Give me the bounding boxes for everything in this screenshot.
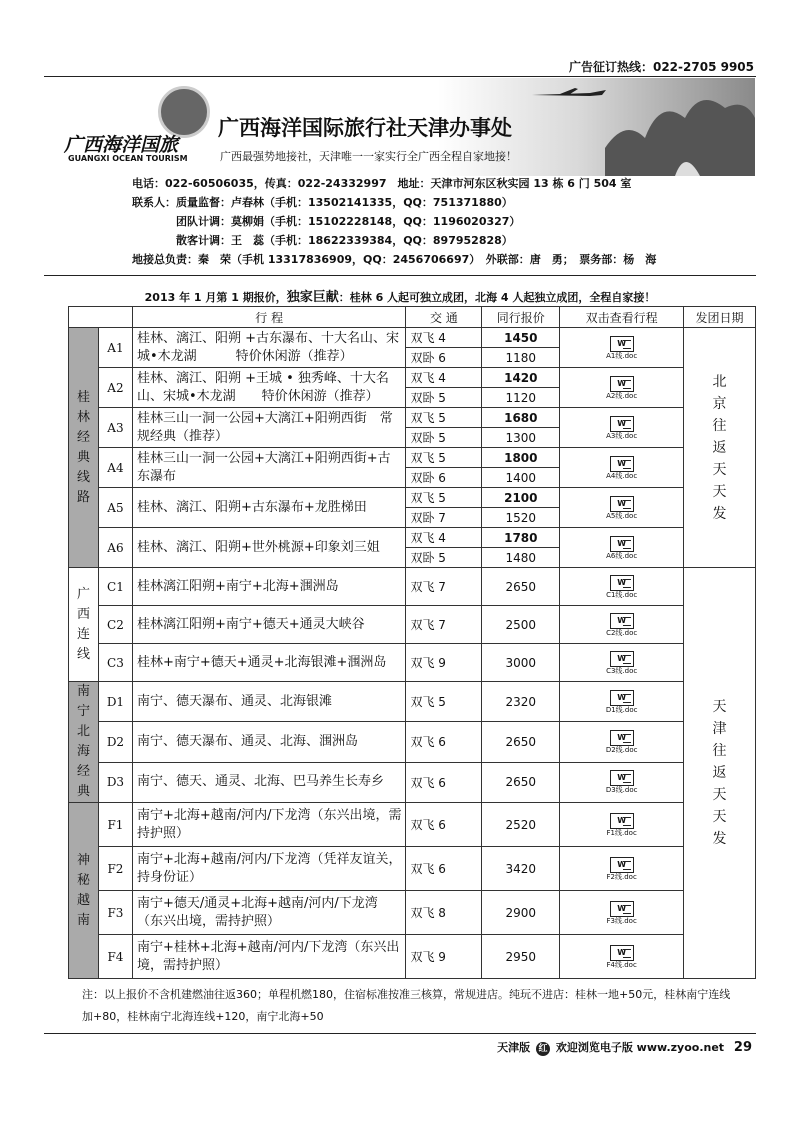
route-code: C2 <box>98 606 132 644</box>
itinerary-doc-link[interactable] <box>560 488 684 528</box>
route-description: 南宁+北海+越南/河内/下龙湾（东兴出境，需持护照） <box>132 803 406 847</box>
doc-filename[interactable]: C1线.doc <box>606 590 638 599</box>
offer-headline: 2013 年 1 月第 1 期报价，独家巨献：桂林 6 人起可独立成团，北海 4 人起独立成团，全程自家接！ <box>144 290 656 305</box>
table-row <box>69 328 756 348</box>
transport: 双卧 5 <box>406 388 482 408</box>
doc-filename[interactable]: A1线.doc <box>606 351 638 360</box>
route-code: F1 <box>98 803 132 847</box>
itinerary-doc-link[interactable] <box>560 803 684 847</box>
doc-filename[interactable]: F1线.doc <box>606 828 637 837</box>
contact-line: 电话：022-60506035，传真：022-24332997 地址：天津市河东区秋实园 13 栋 6 门 504 室 <box>132 177 632 190</box>
doc-filename[interactable]: A2线.doc <box>606 391 638 400</box>
route-description: 桂林漓江阳朔+南宁+德天+通灵大峡谷 <box>132 606 406 644</box>
itinerary-doc-link[interactable] <box>560 891 684 935</box>
table-row <box>69 891 756 935</box>
route-description: 桂林、漓江、阳朔+世外桃源+印象刘三姐 <box>132 528 406 568</box>
section-divider <box>44 275 756 276</box>
table-row <box>69 722 756 762</box>
price: 2100 <box>482 488 560 508</box>
itinerary-doc-link[interactable] <box>560 722 684 762</box>
price: 2320 <box>482 682 560 722</box>
bottom-divider <box>44 1033 756 1034</box>
route-group-label: 南 宁 北 海 经 典 <box>69 682 99 803</box>
itinerary-doc-link[interactable] <box>560 368 684 408</box>
route-code: A1 <box>98 328 132 368</box>
route-code: D2 <box>98 722 132 762</box>
col-header-itinerary: 双击查看行程 <box>560 307 684 328</box>
word-doc-icon[interactable]: W <box>610 651 634 667</box>
page-number: 29 <box>733 1040 752 1055</box>
route-code: D3 <box>98 762 132 802</box>
doc-filename[interactable]: C3线.doc <box>606 666 638 675</box>
route-description: 南宁、德天瀑布、通灵、北海、涠洲岛 <box>132 722 406 762</box>
edition-label: 天津版 <box>497 1041 531 1054</box>
table-row <box>69 568 756 606</box>
transport: 双飞 6 <box>406 803 482 847</box>
price: 3420 <box>482 847 560 891</box>
col-header-departure: 发团日期 <box>684 307 756 328</box>
doc-filename[interactable]: F3线.doc <box>606 916 637 925</box>
price: 2650 <box>482 762 560 802</box>
transport: 双飞 5 <box>406 682 482 722</box>
price: 1680 <box>482 408 560 428</box>
col-header-price: 同行报价 <box>482 307 560 328</box>
contact-line: 散客计调：王 蕊（手机：18622339384，QQ：897952828） <box>132 234 513 247</box>
word-doc-icon[interactable]: W <box>610 813 634 829</box>
table-header-row <box>69 307 756 328</box>
itinerary-doc-link[interactable] <box>560 762 684 802</box>
route-code: A6 <box>98 528 132 568</box>
doc-filename[interactable]: D3线.doc <box>605 786 638 795</box>
doc-filename[interactable]: A3线.doc <box>606 431 638 440</box>
route-description: 南宁+桂林+北海+越南/河内/下龙湾（东兴出境，需持护照） <box>132 935 406 979</box>
contact-line: 团队计调：莫柳娟（手机：15102228148，QQ：1196020327） <box>132 215 521 228</box>
transport: 双飞 7 <box>406 606 482 644</box>
footer-text: 欢迎浏览电子版 www.zyoo.net <box>555 1041 725 1054</box>
table-row <box>69 528 756 548</box>
transport: 双飞 4 <box>406 328 482 348</box>
price: 1520 <box>482 508 560 528</box>
price: 1480 <box>482 548 560 568</box>
price: 1800 <box>482 448 560 468</box>
price: 1180 <box>482 348 560 368</box>
route-description: 桂林三山一洞一公园+大漓江+阳朔西街 常规经典（推荐） <box>132 408 406 448</box>
transport: 双卧 5 <box>406 548 482 568</box>
route-description: 南宁、德天、通灵、北海、巴马养生长寿乡 <box>132 762 406 802</box>
logo-english-text: GUANGXI OCEAN TOURISM <box>68 154 188 163</box>
table-row <box>69 488 756 508</box>
word-doc-icon[interactable]: W <box>610 456 634 472</box>
itinerary-doc-link[interactable] <box>560 682 684 722</box>
doc-filename[interactable]: C2线.doc <box>606 628 638 637</box>
logo-chinese-text: 广西海洋国旅 <box>64 134 179 156</box>
route-description: 南宁+北海+越南/河内/下龙湾（凭祥友谊关，持身份证） <box>132 847 406 891</box>
itinerary-doc-link[interactable] <box>560 328 684 368</box>
transport: 双飞 4 <box>406 528 482 548</box>
transport: 双飞 9 <box>406 935 482 979</box>
word-doc-icon[interactable]: W <box>610 416 634 432</box>
airplane-icon <box>530 88 610 100</box>
company-slogan: 广西最强势地接社，天津唯一一家实行全广西全程自家地接！ <box>220 150 517 163</box>
price: 2650 <box>482 722 560 762</box>
route-code: F4 <box>98 935 132 979</box>
company-title: 广西海洋国际旅行社天津办事处 <box>218 116 512 140</box>
doc-filename[interactable]: A6线.doc <box>606 551 638 560</box>
itinerary-doc-link[interactable] <box>560 528 684 568</box>
route-code: A5 <box>98 488 132 528</box>
doc-filename[interactable]: F2线.doc <box>606 872 637 881</box>
ad-hotline: 广告征订热线：022-2705 9905 <box>568 60 754 74</box>
route-code: A3 <box>98 408 132 448</box>
route-code: A4 <box>98 448 132 488</box>
departure-info: 北 京 往 返 天 天 发 <box>684 328 756 568</box>
route-description: 桂林+南宁+德天+通灵+北海银滩+涠洲岛 <box>132 644 406 682</box>
route-description: 桂林、漓江、阳朔 +古东瀑布、十大名山、宋城•木龙湖 特价休闲游（推荐） <box>132 328 406 368</box>
top-divider <box>44 76 756 77</box>
price: 1400 <box>482 468 560 488</box>
route-code: A2 <box>98 368 132 408</box>
word-doc-icon[interactable]: W <box>610 376 634 392</box>
transport: 双卧 5 <box>406 428 482 448</box>
itinerary-doc-link[interactable] <box>560 935 684 979</box>
page-footer <box>497 1039 752 1056</box>
doc-filename[interactable]: F4线.doc <box>606 960 637 969</box>
table-row <box>69 682 756 722</box>
word-doc-icon[interactable]: W <box>610 857 634 873</box>
route-description: 桂林三山一洞一公园+大漓江+阳朔西街+古东瀑布 <box>132 448 406 488</box>
contact-line: 联系人：质量监督：卢春林（手机：13502141335，QQ：751371880） <box>132 196 513 209</box>
transport: 双飞 4 <box>406 368 482 388</box>
price: 1450 <box>482 328 560 348</box>
price-note: 注：以上报价不含机建燃油往返360；单程机燃180，住宿标准按准三核算，常规进店。纯玩不进店：桂林一地+50元，桂林南宁连线加+80，桂林南宁北海连线+120，南宁北海+50 <box>82 988 731 1023</box>
transport: 双飞 5 <box>406 448 482 468</box>
karst-hills-image <box>605 88 755 176</box>
word-doc-icon[interactable]: W <box>610 575 634 591</box>
header-banner <box>50 78 755 176</box>
price-table <box>68 306 756 979</box>
itinerary-doc-link[interactable] <box>560 606 684 644</box>
transport: 双卧 6 <box>406 468 482 488</box>
transport: 双卧 6 <box>406 348 482 368</box>
word-doc-icon[interactable]: W <box>610 770 634 786</box>
doc-filename[interactable]: A5线.doc <box>606 511 638 520</box>
price: 1300 <box>482 428 560 448</box>
table-row <box>69 935 756 979</box>
route-group-label: 桂 林 经 典 线 路 <box>69 328 99 568</box>
route-code: D1 <box>98 682 132 722</box>
table-row <box>69 762 756 802</box>
route-code: F2 <box>98 847 132 891</box>
doc-filename[interactable]: A4线.doc <box>606 471 638 480</box>
transport: 双飞 6 <box>406 762 482 802</box>
price: 2520 <box>482 803 560 847</box>
price: 2950 <box>482 935 560 979</box>
edition-badge: 红 <box>536 1042 550 1056</box>
itinerary-doc-link[interactable] <box>560 448 684 488</box>
col-header-transport: 交 通 <box>406 307 482 328</box>
route-description: 南宁、德天瀑布、通灵、北海银滩 <box>132 682 406 722</box>
departure-info: 天 津 往 返 天 天 发 <box>684 568 756 979</box>
route-description: 南宁+德天/通灵+北海+越南/河内/下龙湾（东兴出境，需持护照） <box>132 891 406 935</box>
transport: 双飞 8 <box>406 891 482 935</box>
price: 1780 <box>482 528 560 548</box>
table-row <box>69 448 756 468</box>
route-code: C3 <box>98 644 132 682</box>
word-doc-icon[interactable]: W <box>610 496 634 512</box>
itinerary-doc-link[interactable] <box>560 408 684 448</box>
route-description: 桂林漓江阳朔+南宁+北海+涠洲岛 <box>132 568 406 606</box>
transport: 双飞 6 <box>406 847 482 891</box>
itinerary-doc-link[interactable] <box>560 644 684 682</box>
table-row <box>69 408 756 428</box>
transport: 双卧 7 <box>406 508 482 528</box>
transport: 双飞 9 <box>406 644 482 682</box>
doc-filename[interactable]: D2线.doc <box>605 745 638 754</box>
route-description: 桂林、漓江、阳朔+古东瀑布+龙胜梯田 <box>132 488 406 528</box>
doc-filename[interactable]: D1线.doc <box>605 705 638 714</box>
price: 1420 <box>482 368 560 388</box>
transport: 双飞 5 <box>406 488 482 508</box>
table-row <box>69 606 756 644</box>
contact-info <box>132 174 656 269</box>
route-group-label: 广 西 连 线 <box>69 568 99 682</box>
word-doc-icon[interactable]: W <box>610 690 634 706</box>
word-doc-icon[interactable]: W <box>610 730 634 746</box>
price: 3000 <box>482 644 560 682</box>
col-header-route: 行 程 <box>132 307 406 328</box>
transport: 双飞 5 <box>406 408 482 428</box>
table-row <box>69 644 756 682</box>
table-row <box>69 803 756 847</box>
price: 2650 <box>482 568 560 606</box>
word-doc-icon[interactable]: W <box>610 536 634 552</box>
contact-line: 地接总负责：秦 荣（手机 13317836909，QQ：2456706697） 外联部：唐 勇； 票务部：杨 海 <box>132 253 657 266</box>
transport: 双飞 6 <box>406 722 482 762</box>
route-code: F3 <box>98 891 132 935</box>
table-row <box>69 368 756 388</box>
route-code: C1 <box>98 568 132 606</box>
table-row <box>69 847 756 891</box>
word-doc-icon[interactable]: W <box>610 901 634 917</box>
price: 1120 <box>482 388 560 408</box>
route-group-label: 神 秘 越 南 <box>69 803 99 979</box>
itinerary-doc-link[interactable] <box>560 568 684 606</box>
word-doc-icon[interactable]: W <box>610 336 634 352</box>
transport: 双飞 7 <box>406 568 482 606</box>
word-doc-icon[interactable]: W <box>610 613 634 629</box>
price: 2500 <box>482 606 560 644</box>
route-description: 桂林、漓江、阳朔 +王城 • 独秀峰、十大名山、宋城•木龙湖 特价休闲游（推荐） <box>132 368 406 408</box>
word-doc-icon[interactable]: W <box>610 945 634 961</box>
itinerary-doc-link[interactable] <box>560 847 684 891</box>
price: 2900 <box>482 891 560 935</box>
